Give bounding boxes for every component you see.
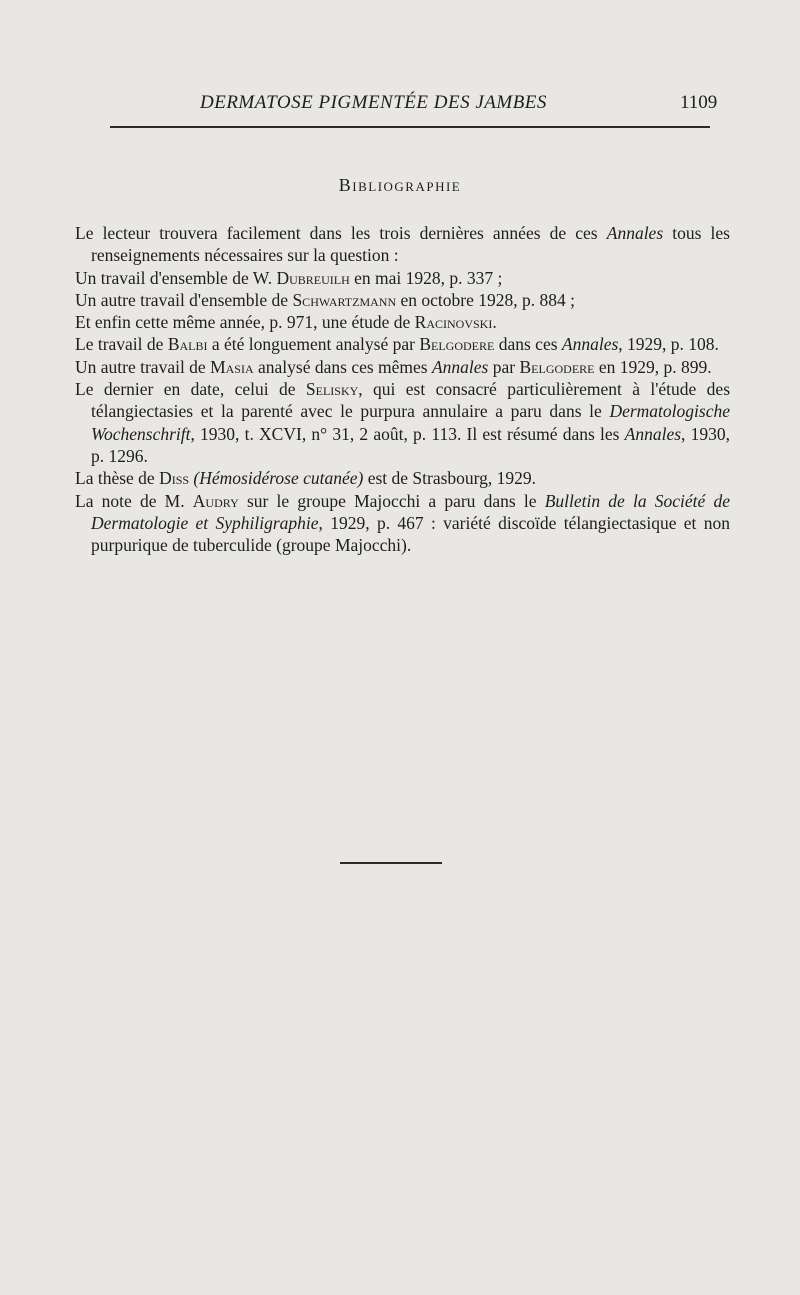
bibliography-entry — [75, 289, 730, 311]
entry-text: , qui est consacré particulièrement à l'étude des télangiectasies et la parenté avec le purpura annulaire a paru dans le — [91, 379, 731, 422]
italic-title: Annales — [624, 423, 682, 444]
author-name: Belgodere — [419, 334, 495, 355]
running-head — [0, 88, 800, 120]
entry-text: La note de M. — [75, 490, 193, 511]
entry-text: sur le groupe Majocchi a paru dans le — [238, 490, 545, 511]
bibliography-list — [75, 222, 730, 556]
end-rule — [340, 862, 442, 864]
bibliography-entry — [75, 333, 730, 355]
author-name: Balbi — [167, 334, 208, 355]
bibliography-entry — [75, 356, 730, 378]
author-name: Racinovski — [414, 312, 493, 333]
entry-text: , 1930, t. XCVI, n° 31, 2 août, p. 113. Il est résumé dans les — [190, 423, 625, 444]
entry-text: dans ces — [494, 334, 562, 355]
italic-title: (Hémosidérose cutanée) — [193, 468, 364, 489]
entry-text: Le travail de — [75, 334, 168, 355]
author-name: Diss — [159, 468, 190, 489]
entry-text: en octobre 1928, p. 884 ; — [396, 289, 575, 310]
bibliography-entry — [75, 378, 730, 467]
italic-title: Bulletin de la Société de Dermatologie et Syphiligraphie — [91, 490, 730, 533]
header-rule — [110, 126, 710, 128]
entry-text: Le dernier en date, celui de — [75, 379, 306, 400]
bibliography-entry — [75, 490, 730, 557]
entry-text: Un travail d'ensemble de W. — [75, 267, 277, 288]
entry-text: a été longuement analysé par — [207, 334, 420, 355]
page-number: 1109 — [680, 92, 718, 113]
entry-text: Un autre travail d'ensemble de — [75, 289, 293, 310]
entry-text: , 1929, p. 467 : variété discoïde télangiectasique et non purpurique de tuberculide (groupe Majocchi). — [91, 512, 731, 556]
entry-text: en mai 1928, p. 337 ; — [349, 267, 503, 288]
bibliography-entry — [75, 222, 730, 267]
italic-title: Annales — [561, 334, 619, 355]
entry-text: La thèse de — [75, 468, 160, 489]
entry-text: par — [488, 356, 520, 377]
author-name: Schwartzmann — [292, 289, 397, 310]
entry-text: , 1929, p. 108. — [618, 334, 719, 355]
author-name: Masia — [210, 356, 254, 377]
bibliography-entry — [75, 267, 730, 289]
italic-title: Annales — [606, 223, 664, 243]
author-name: Belgodere — [519, 356, 595, 377]
entry-text: en 1929, p. 899. — [594, 356, 712, 377]
entry-text: Et enfin cette même année, p. 971, une étude de — [75, 312, 415, 333]
author-name: Selisky — [305, 379, 359, 400]
entry-text: tous les renseignements nécessaires sur la question : — [91, 223, 730, 266]
entry-text: Le lecteur trouvera facilement dans les trois dernières années de ces — [75, 223, 607, 243]
italic-title: Annales — [431, 356, 489, 377]
bibliography-entry — [75, 311, 730, 333]
author-name: Audry — [192, 490, 239, 511]
author-name: Dubreuilh — [276, 267, 350, 288]
entry-text: . — [492, 312, 497, 333]
section-title: Bibliographie — [338, 175, 462, 195]
running-title: DERMATOSE PIGMENTÉE DES JAMBES — [200, 92, 547, 113]
entry-text: est de Strasbourg, 1929. — [363, 468, 537, 489]
entry-text: Un autre travail de — [75, 356, 211, 377]
entry-text: analysé dans ces mêmes — [253, 356, 432, 377]
bibliography-entry — [75, 467, 730, 489]
entry-text: , 1930, p. 1296. — [91, 423, 730, 466]
italic-title: Dermatologische Wochenschrift — [91, 401, 730, 444]
